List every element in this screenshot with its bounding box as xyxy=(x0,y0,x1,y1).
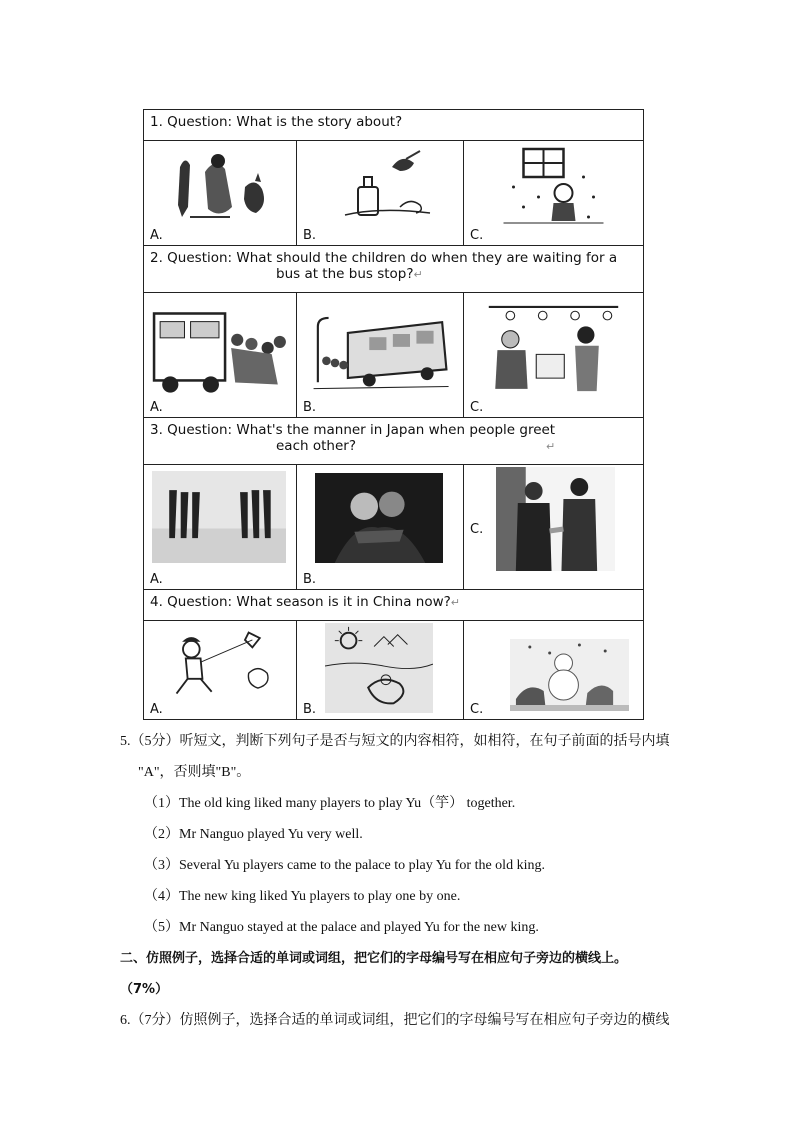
option-b-label: B. xyxy=(303,228,317,243)
question-1-options xyxy=(144,141,644,246)
option-c-label: C. xyxy=(470,228,484,243)
summer-beach-illustration xyxy=(325,623,433,713)
question-1-text: 1. Question: What is the story about? xyxy=(150,114,403,130)
question-2-line-2: bus at the bus stop? xyxy=(276,266,414,282)
section-2-heading-line-2: （7%） xyxy=(120,982,169,997)
q1-option-c[interactable] xyxy=(464,141,644,246)
q5-instruction-line-1: 5.（5分）听短文，判断下列句子是否与短文的内容相符，如相符，在句子前面的括号内填 xyxy=(120,734,670,749)
crowded-bus-illustration xyxy=(150,299,292,399)
question-4-text: 4. Question: What season is it in China now? xyxy=(150,594,451,610)
q4-option-c[interactable] xyxy=(464,621,644,720)
q5-instruction-line-2: "A"，否则填"B"。 xyxy=(138,765,251,780)
option-b-label: B. xyxy=(303,572,317,587)
q1-option-a[interactable] xyxy=(144,141,297,246)
option-a-label: A. xyxy=(150,228,163,243)
question-3-row xyxy=(144,418,644,465)
q4-option-a[interactable] xyxy=(144,621,297,720)
hugging-men-photo xyxy=(315,473,443,563)
q5-statement-5: （5）Mr Nanguo stayed at the palace and played Yu for the new king. xyxy=(144,920,539,935)
question-text-block xyxy=(120,726,700,1036)
queue-at-bus-stop-illustration xyxy=(305,299,455,399)
question-3-line-2: each other? xyxy=(276,438,356,454)
q4-option-b[interactable] xyxy=(297,621,464,720)
option-c-label: C. xyxy=(470,702,484,717)
q1-option-b[interactable] xyxy=(297,141,464,246)
q3-option-c[interactable] xyxy=(464,465,644,590)
bowing-people-photo xyxy=(152,471,286,563)
return-mark-icon: ↵ xyxy=(545,440,556,453)
option-a-label: A. xyxy=(150,702,163,717)
question-4-row xyxy=(144,590,644,621)
q2-option-b[interactable] xyxy=(297,293,464,418)
q6-instruction-line-1: 6.（7分）仿照例子，选择合适的单词或词组，把它们的字母编号写在相应句子旁边的横线 xyxy=(120,1013,670,1028)
listening-question-table xyxy=(143,109,644,720)
q5-statement-4: （4）The new king liked Yu players to play one by one. xyxy=(144,889,461,904)
option-a-label: A. xyxy=(150,572,163,587)
option-b-label: B. xyxy=(303,702,317,717)
return-mark-icon: ↵ xyxy=(413,268,423,281)
question-2-line-1: 2. Question: What should the children do when they are waiting for a xyxy=(150,250,618,266)
q3-option-a[interactable] xyxy=(144,465,297,590)
option-a-label: A. xyxy=(150,400,163,415)
question-2-options xyxy=(144,293,644,418)
q2-option-a[interactable] xyxy=(144,293,297,418)
question-3-options xyxy=(144,465,644,590)
q2-option-c[interactable] xyxy=(464,293,644,418)
handshake-photo xyxy=(496,467,615,571)
bottle-and-bird-illustration xyxy=(311,147,449,227)
option-b-label: B. xyxy=(303,400,317,415)
q5-statement-1: （1）The old king liked many players to play Yu（竽） together. xyxy=(144,796,516,811)
giving-seat-illustration xyxy=(478,299,629,399)
option-c-label: C. xyxy=(470,522,484,537)
kite-flying-boy-illustration xyxy=(158,627,282,701)
question-3-line-1: 3. Question: What's the manner in Japan when people greet xyxy=(150,422,556,438)
snowy-window-boy-illustration xyxy=(478,147,629,227)
question-2-row xyxy=(144,246,644,293)
section-2-heading-line-1: 二、仿照例子，选择合适的单词或词组，把它们的字母编号写在相应句子旁边的横线上。 xyxy=(120,951,628,966)
q5-statement-3: （3）Several Yu players came to the palace to play Yu for the old king. xyxy=(144,858,545,873)
question-4-options xyxy=(144,621,644,720)
question-1-row xyxy=(144,110,644,141)
fox-and-man-illustration xyxy=(158,147,282,227)
option-c-label: C. xyxy=(470,400,484,415)
q3-option-b[interactable] xyxy=(297,465,464,590)
snowman-winter-photo xyxy=(510,639,629,711)
q5-statement-2: （2）Mr Nanguo played Yu very well. xyxy=(144,827,363,842)
return-mark-icon: ↵ xyxy=(450,596,461,609)
